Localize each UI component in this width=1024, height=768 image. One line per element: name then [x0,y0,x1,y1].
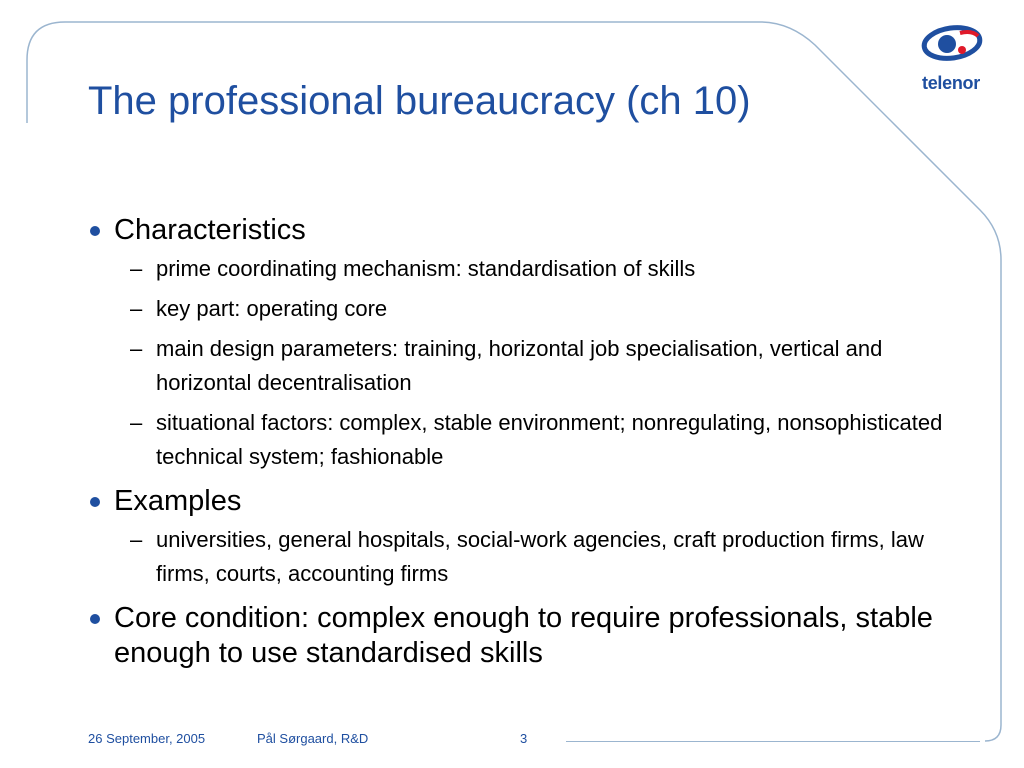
footer-author: Pål Sørgaard, R&D [257,731,369,746]
sub-bullet [88,292,958,326]
bullet-dot-icon [90,497,100,507]
sub-bullet-text: prime coordinating mechanism: standardisation of skills [156,256,696,281]
telenor-logo [908,20,998,100]
sub-bullet [88,523,958,591]
sub-bullet [88,252,958,286]
sub-bullet-list [88,252,958,474]
bullet-core-condition [88,601,958,671]
sub-bullet-list [88,523,958,591]
footer-date: 26 September, 2005 [88,731,206,746]
dash-icon: – [130,296,143,321]
telenor-logo-text: telenor [922,73,980,93]
sub-bullet [88,332,958,400]
dash-icon: – [130,527,143,552]
sub-bullet-text: key part: operating core [156,296,388,321]
slide-title: The professional bureaucracy (ch 10) [88,79,751,123]
bullet-dot-icon [90,226,100,236]
bullet-dot-icon [90,614,100,624]
dash-icon: – [130,410,143,435]
bullet-text: Characteristics [114,214,306,246]
bullet-text: Core condition: complex enough to require professionals, stable enough to use standardised skills [114,602,933,669]
dash-icon: – [130,256,143,281]
telenor-logo-icon [916,20,984,72]
bullet-characteristics [88,213,958,248]
footer-divider [566,741,980,742]
dash-icon: – [130,336,143,361]
bullet-examples [88,484,958,519]
sub-bullet-text: situational factors: complex, stable environment; nonregulating, nonsophisticated technical system; fashionable [156,410,943,469]
sub-bullet-text: main design parameters: training, horizontal job specialisation, vertical and horizontal decentralisation [156,336,883,395]
slide-body [88,213,958,681]
sub-bullet-text: universities, general hospitals, social-work agencies, craft production firms, law firms, courts, accounting firms [156,527,924,586]
bullet-text: Examples [114,485,242,517]
sub-bullet [88,406,958,474]
footer-page-number: 3 [520,731,528,746]
